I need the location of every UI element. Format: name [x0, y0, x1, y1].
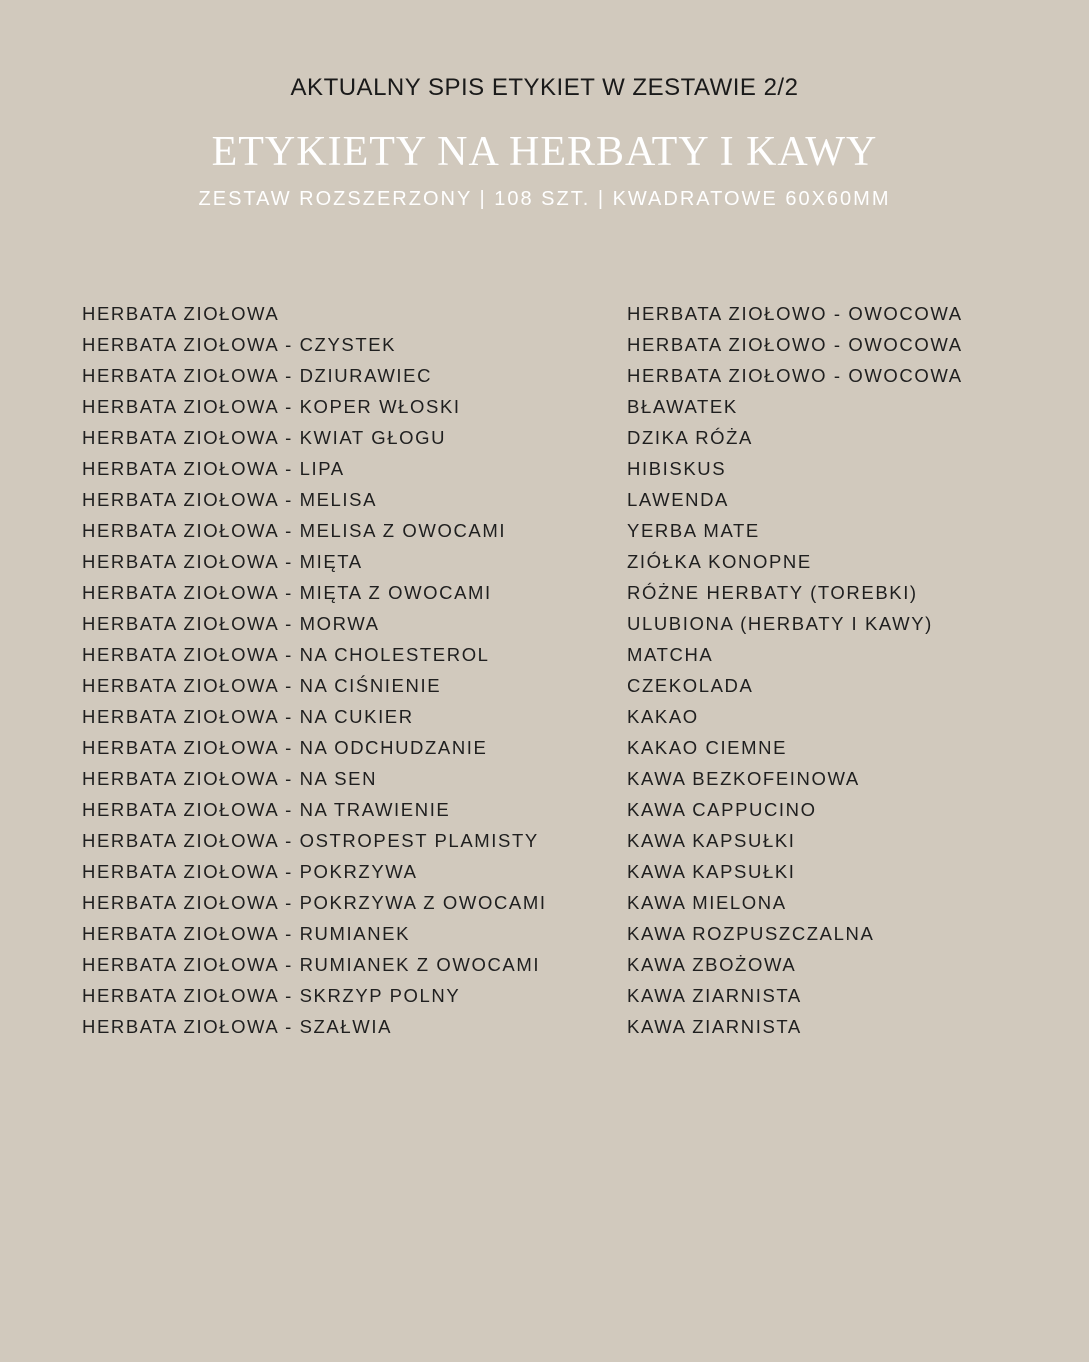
label-list-item: HERBATA ZIOŁOWA - RUMIANEK — [82, 923, 411, 944]
label-list-item: HERBATA ZIOŁOWA - NA ODCHUDZANIE — [82, 737, 488, 758]
page-subtitle: ZESTAW ROZSZERZONY | 108 SZT. | KWADRATOWE 60X60MM — [198, 188, 891, 210]
label-list-item: HERBATA ZIOŁOWA - MELISA — [82, 489, 378, 510]
label-list-item: KAWA ZBOŻOWA — [627, 954, 797, 975]
label-list-item: HERBATA ZIOŁOWA - OSTROPEST PLAMISTY — [82, 830, 539, 851]
label-list-item: KAWA ZIARNISTA — [627, 1016, 802, 1037]
page-title: ETYKIETY NA HERBATY I KAWY — [211, 129, 878, 175]
label-list-item: HERBATA ZIOŁOWA - KOPER WŁOSKI — [82, 396, 461, 417]
set-caption: AKTUALNY SPIS ETYKIET W ZESTAWIE 2/2 — [290, 74, 799, 101]
label-list-item: HERBATA ZIOŁOWA - CZYSTEK — [82, 334, 397, 355]
label-list-right — [627, 298, 1067, 1042]
label-list-item: ZIÓŁKA KONOPNE — [627, 551, 812, 572]
label-list-item: HERBATA ZIOŁOWA - POKRZYWA Z OWOCAMI — [82, 892, 547, 913]
label-list-item: KAKAO — [627, 706, 699, 727]
label-list-item: MATCHA — [627, 644, 714, 665]
label-list-item: KAWA KAPSUŁKI — [627, 830, 796, 851]
label-list-item: HERBATA ZIOŁOWO - OWOCOWA — [627, 334, 963, 355]
label-list-item: DZIKA RÓŻA — [627, 427, 753, 448]
label-list-item: HERBATA ZIOŁOWA — [82, 303, 280, 324]
label-list-item: HERBATA ZIOŁOWO - OWOCOWA — [627, 365, 963, 386]
label-list-item: HERBATA ZIOŁOWA - MIĘTA — [82, 551, 363, 572]
label-list-item: KAWA BEZKOFEINOWA — [627, 768, 860, 789]
label-list-item: KAWA CAPPUCINO — [627, 799, 817, 820]
label-list-item: HIBISKUS — [627, 458, 727, 479]
label-list-item: BŁAWATEK — [627, 396, 738, 417]
label-list-item: KAWA MIELONA — [627, 892, 787, 913]
label-list-item: HERBATA ZIOŁOWA - KWIAT GŁOGU — [82, 427, 447, 448]
label-list-item: KAWA KAPSUŁKI — [627, 861, 796, 882]
label-list-item: HERBATA ZIOŁOWA - POKRZYWA — [82, 861, 418, 882]
label-list-item: YERBA MATE — [627, 520, 760, 541]
label-list-item: HERBATA ZIOŁOWA - RUMIANEK Z OWOCAMI — [82, 954, 541, 975]
label-list-item: HERBATA ZIOŁOWA - SKRZYP POLNY — [82, 985, 461, 1006]
label-list-left — [82, 298, 602, 1042]
label-list-item: HERBATA ZIOŁOWA - LIPA — [82, 458, 345, 479]
label-list-item: HERBATA ZIOŁOWA - DZIURAWIEC — [82, 365, 433, 386]
label-list-item: RÓŻNE HERBATY (TOREBKI) — [627, 582, 918, 603]
label-list-item: HERBATA ZIOŁOWA - NA CIŚNIENIE — [82, 675, 442, 696]
label-list-item: HERBATA ZIOŁOWA - MIĘTA Z OWOCAMI — [82, 582, 492, 603]
label-list-item: KAWA ROZPUSZCZALNA — [627, 923, 875, 944]
label-list-item: HERBATA ZIOŁOWA - MORWA — [82, 613, 380, 634]
label-list-item: KAKAO CIEMNE — [627, 737, 788, 758]
label-list-item: ULUBIONA (HERBATY I KAWY) — [627, 613, 933, 634]
label-list-item: HERBATA ZIOŁOWA - NA CHOLESTEROL — [82, 644, 490, 665]
label-list-item: HERBATA ZIOŁOWA - SZAŁWIA — [82, 1016, 393, 1037]
label-list-item: CZEKOLADA — [627, 675, 754, 696]
label-list-item: HERBATA ZIOŁOWA - MELISA Z OWOCAMI — [82, 520, 507, 541]
label-list-item: HERBATA ZIOŁOWA - NA CUKIER — [82, 706, 414, 727]
label-list-item: HERBATA ZIOŁOWA - NA SEN — [82, 768, 378, 789]
label-list-item: LAWENDA — [627, 489, 730, 510]
label-list-item: KAWA ZIARNISTA — [627, 985, 802, 1006]
label-list-item: HERBATA ZIOŁOWO - OWOCOWA — [627, 303, 963, 324]
label-list-item: HERBATA ZIOŁOWA - NA TRAWIENIE — [82, 799, 451, 820]
